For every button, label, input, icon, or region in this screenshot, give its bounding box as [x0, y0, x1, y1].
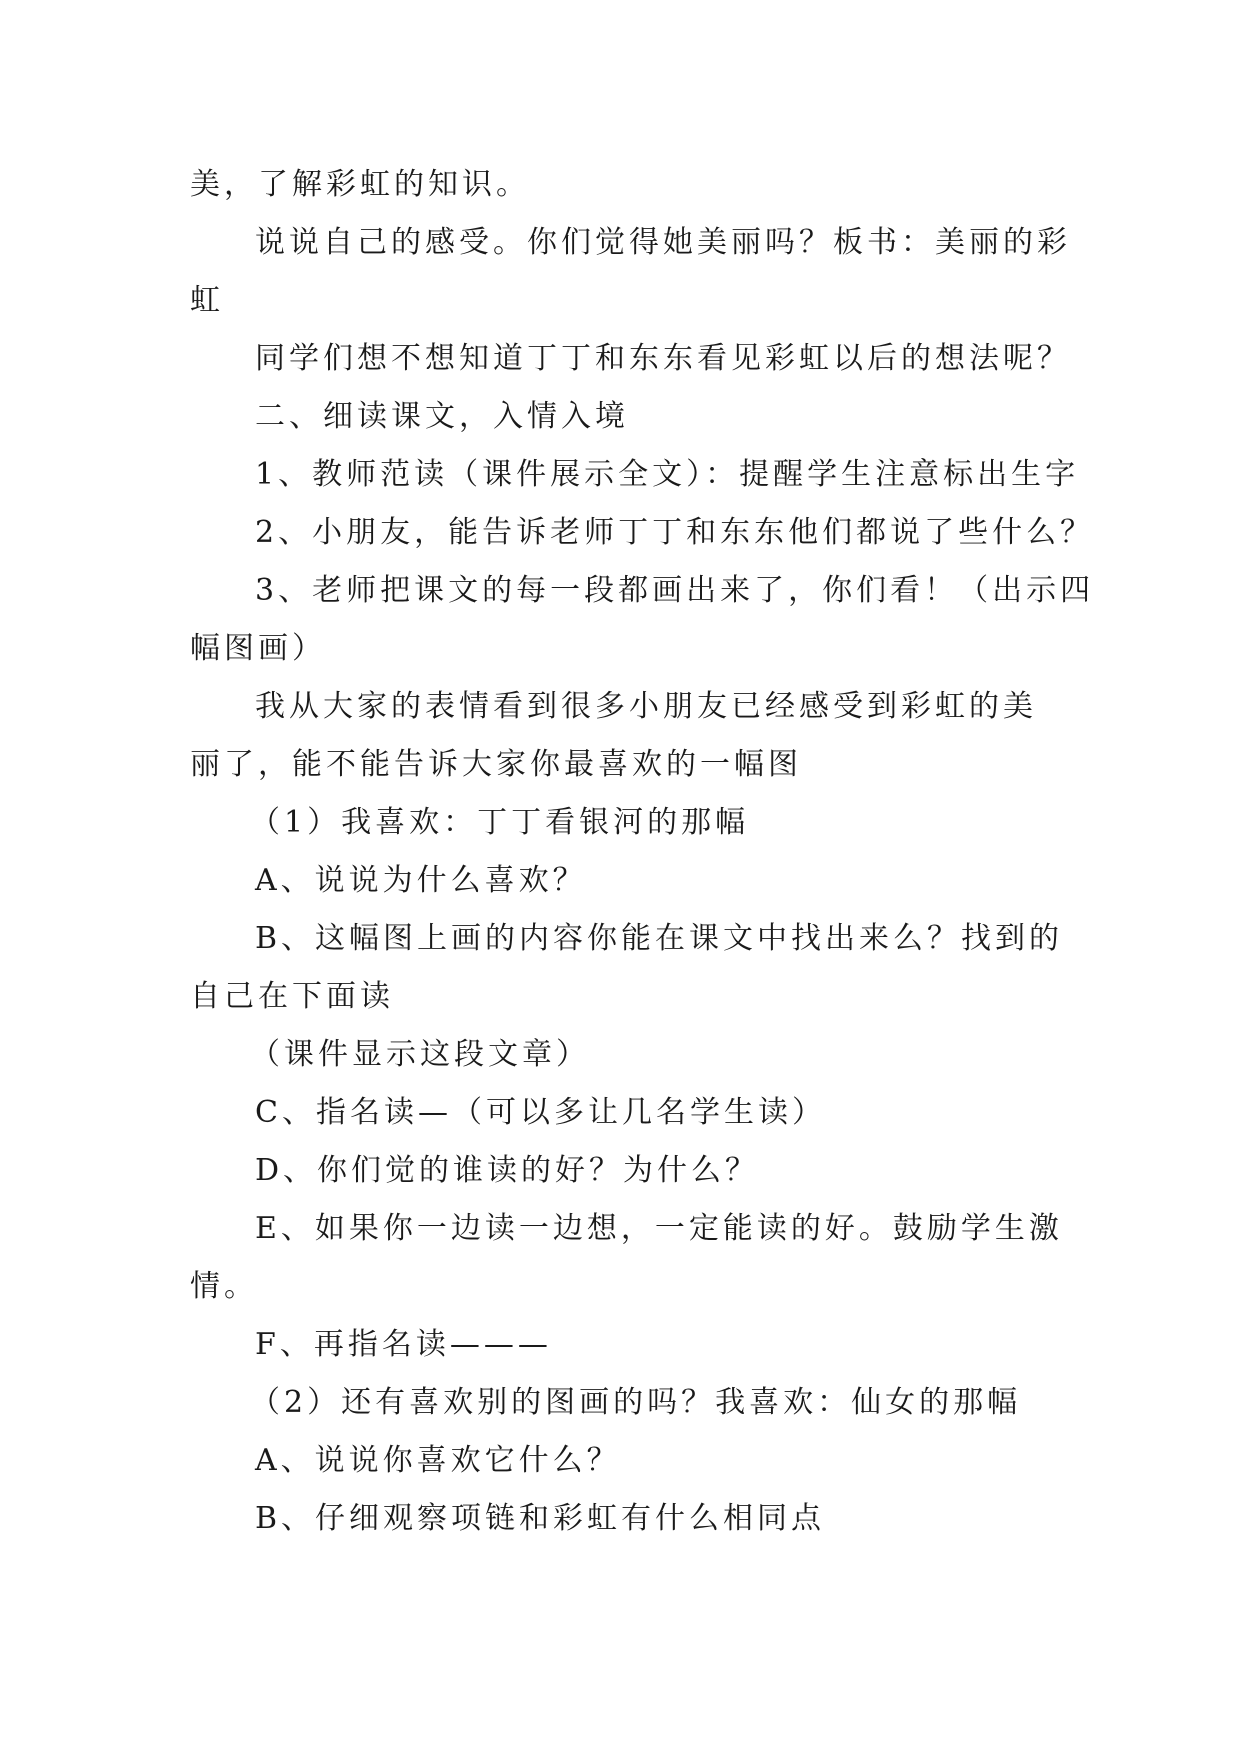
section-heading: 二、细读课文，入情入境	[255, 399, 629, 434]
paragraph-line: 美，了解彩虹的知识。	[190, 167, 530, 202]
paragraph-line: （1）我喜欢：丁丁看银河的那幅	[250, 805, 750, 840]
paragraph-line: 丽了，能不能告诉大家你最喜欢的一幅图	[190, 747, 802, 782]
paragraph-line: E、如果你一边读一边想，一定能读的好。鼓励学生激	[255, 1211, 1063, 1246]
paragraph-line: C、指名读—（可以多让几名学生读）	[255, 1095, 826, 1130]
paragraph-line: B、仔细观察项链和彩虹有什么相同点	[255, 1501, 826, 1536]
paragraph-line: （课件显示这段文章）	[250, 1037, 590, 1072]
paragraph-line: A、说说你喜欢它什么？	[255, 1443, 621, 1478]
paragraph-line: 同学们想不想知道丁丁和东东看见彩虹以后的想法呢？	[255, 341, 1071, 376]
paragraph-line: 自己在下面读	[190, 979, 394, 1014]
paragraph-line: 情。	[190, 1269, 258, 1304]
paragraph-line: 3、老师把课文的每一段都画出来了，你们看！（出示四	[255, 573, 1095, 608]
paragraph-line: A、说说为什么喜欢？	[255, 863, 587, 898]
paragraph-line: F、再指名读———	[255, 1327, 552, 1362]
paragraph-line: 说说自己的感受。你们觉得她美丽吗？板书：美丽的彩	[255, 225, 1071, 260]
paragraph-line: 幅图画）	[190, 631, 326, 666]
paragraph-line: 1、教师范读（课件展示全文）：提醒学生注意标出生字	[255, 457, 1080, 492]
paragraph-line: 2、小朋友，能告诉老师丁丁和东东他们都说了些什么？	[255, 515, 1095, 550]
paragraph-line: 我从大家的表情看到很多小朋友已经感受到彩虹的美	[255, 689, 1037, 724]
paragraph-line: 虹	[190, 283, 224, 318]
paragraph-line: D、你们觉的谁读的好？为什么？	[255, 1153, 760, 1188]
paragraph-line: B、这幅图上画的内容你能在课文中找出来么？找到的	[255, 921, 1064, 956]
paragraph-line: （2）还有喜欢别的图画的吗？我喜欢：仙女的那幅	[250, 1385, 1022, 1420]
